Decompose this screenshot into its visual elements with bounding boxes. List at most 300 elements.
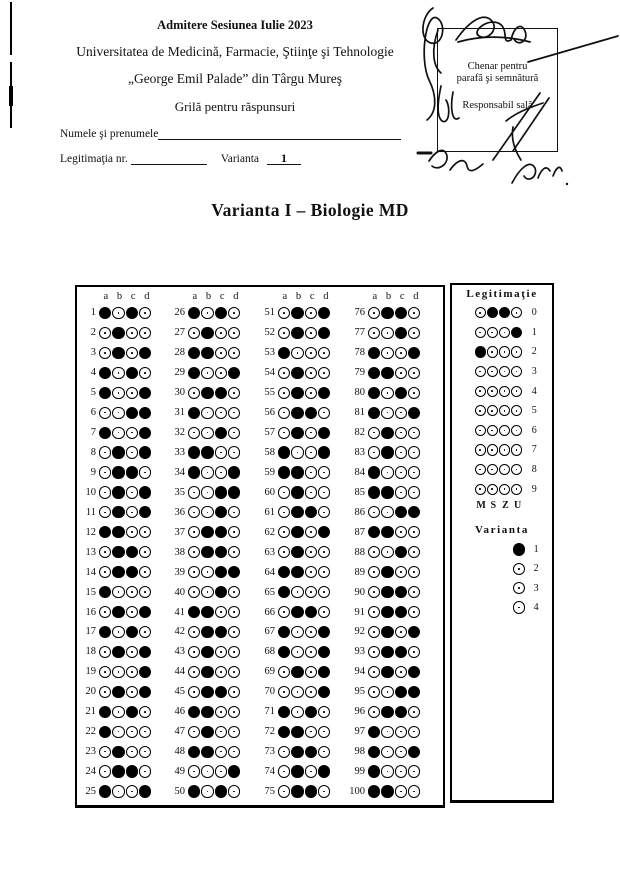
- answer-bubble[interactable]: [188, 506, 200, 518]
- answer-bubble[interactable]: [188, 765, 200, 777]
- answer-bubble[interactable]: [305, 586, 317, 598]
- answer-bubble[interactable]: [381, 347, 393, 359]
- answer-bubble[interactable]: [318, 427, 330, 439]
- answer-bubble[interactable]: [368, 427, 380, 439]
- answer-bubble[interactable]: [278, 367, 290, 379]
- answer-bubble[interactable]: [305, 506, 317, 518]
- answer-bubble[interactable]: [305, 387, 317, 399]
- answer-bubble[interactable]: [318, 606, 330, 618]
- answer-bubble[interactable]: [318, 506, 330, 518]
- answer-bubble[interactable]: [278, 785, 290, 797]
- answer-bubble[interactable]: [99, 327, 111, 339]
- varianta-bubble[interactable]: [513, 582, 526, 595]
- answer-bubble[interactable]: [139, 327, 151, 339]
- answer-bubble[interactable]: [408, 367, 420, 379]
- answer-bubble[interactable]: [99, 746, 111, 758]
- answer-bubble[interactable]: [395, 686, 407, 698]
- answer-bubble[interactable]: [291, 427, 303, 439]
- answer-bubble[interactable]: [291, 626, 303, 638]
- answer-bubble[interactable]: [291, 526, 303, 538]
- answer-bubble[interactable]: [188, 327, 200, 339]
- answer-bubble[interactable]: [318, 347, 330, 359]
- answer-bubble[interactable]: [291, 486, 303, 498]
- answer-bubble[interactable]: [228, 466, 240, 478]
- answer-bubble[interactable]: [381, 686, 393, 698]
- answer-bubble[interactable]: [228, 646, 240, 658]
- answer-bubble[interactable]: [112, 646, 124, 658]
- answer-bubble[interactable]: [112, 367, 124, 379]
- answer-bubble[interactable]: [368, 646, 380, 658]
- answer-bubble[interactable]: [188, 606, 200, 618]
- answer-bubble[interactable]: [228, 586, 240, 598]
- answer-bubble[interactable]: [368, 466, 380, 478]
- answer-bubble[interactable]: [368, 387, 380, 399]
- answer-bubble[interactable]: [215, 347, 227, 359]
- answer-bubble[interactable]: [139, 347, 151, 359]
- answer-bubble[interactable]: [228, 566, 240, 578]
- answer-bubble[interactable]: [368, 706, 380, 718]
- answer-bubble[interactable]: [381, 646, 393, 658]
- answer-bubble[interactable]: [139, 566, 151, 578]
- legitimatie-bubble[interactable]: [475, 307, 486, 318]
- answer-bubble[interactable]: [291, 506, 303, 518]
- answer-bubble[interactable]: [99, 586, 111, 598]
- answer-bubble[interactable]: [318, 546, 330, 558]
- answer-bubble[interactable]: [139, 626, 151, 638]
- answer-bubble[interactable]: [381, 526, 393, 538]
- answer-bubble[interactable]: [408, 486, 420, 498]
- answer-bubble[interactable]: [305, 327, 317, 339]
- answer-bubble[interactable]: [395, 706, 407, 718]
- answer-bubble[interactable]: [381, 307, 393, 319]
- answer-bubble[interactable]: [188, 785, 200, 797]
- answer-bubble[interactable]: [291, 785, 303, 797]
- answer-bubble[interactable]: [188, 546, 200, 558]
- answer-bubble[interactable]: [395, 726, 407, 738]
- answer-bubble[interactable]: [381, 407, 393, 419]
- answer-bubble[interactable]: [395, 347, 407, 359]
- answer-bubble[interactable]: [395, 546, 407, 558]
- legitimatie-bubble[interactable]: [475, 464, 486, 475]
- answer-bubble[interactable]: [126, 347, 138, 359]
- answer-bubble[interactable]: [201, 526, 213, 538]
- answer-bubble[interactable]: [381, 486, 393, 498]
- answer-bubble[interactable]: [215, 387, 227, 399]
- answer-bubble[interactable]: [318, 746, 330, 758]
- answer-bubble[interactable]: [126, 785, 138, 797]
- answer-bubble[interactable]: [291, 646, 303, 658]
- answer-bubble[interactable]: [305, 307, 317, 319]
- answer-bubble[interactable]: [368, 686, 380, 698]
- answer-bubble[interactable]: [291, 726, 303, 738]
- legitimatie-bubble[interactable]: [511, 464, 522, 475]
- answer-bubble[interactable]: [318, 307, 330, 319]
- answer-bubble[interactable]: [201, 765, 213, 777]
- answer-bubble[interactable]: [201, 427, 213, 439]
- answer-bubble[interactable]: [228, 486, 240, 498]
- answer-bubble[interactable]: [368, 506, 380, 518]
- answer-bubble[interactable]: [228, 327, 240, 339]
- answer-bubble[interactable]: [318, 387, 330, 399]
- answer-bubble[interactable]: [228, 706, 240, 718]
- answer-bubble[interactable]: [305, 446, 317, 458]
- answer-bubble[interactable]: [305, 407, 317, 419]
- answer-bubble[interactable]: [215, 446, 227, 458]
- answer-bubble[interactable]: [278, 387, 290, 399]
- answer-bubble[interactable]: [305, 666, 317, 678]
- answer-bubble[interactable]: [228, 506, 240, 518]
- answer-bubble[interactable]: [126, 466, 138, 478]
- answer-bubble[interactable]: [201, 307, 213, 319]
- answer-bubble[interactable]: [126, 606, 138, 618]
- answer-bubble[interactable]: [408, 606, 420, 618]
- answer-bubble[interactable]: [188, 626, 200, 638]
- answer-bubble[interactable]: [278, 586, 290, 598]
- answer-bubble[interactable]: [215, 526, 227, 538]
- answer-bubble[interactable]: [126, 407, 138, 419]
- answer-bubble[interactable]: [188, 686, 200, 698]
- legitimatia-input[interactable]: [131, 152, 207, 165]
- answer-bubble[interactable]: [381, 546, 393, 558]
- answer-bubble[interactable]: [201, 546, 213, 558]
- answer-bubble[interactable]: [112, 566, 124, 578]
- legitimatie-bubble[interactable]: [487, 405, 498, 416]
- answer-bubble[interactable]: [112, 466, 124, 478]
- answer-bubble[interactable]: [201, 586, 213, 598]
- answer-bubble[interactable]: [278, 506, 290, 518]
- answer-bubble[interactable]: [126, 526, 138, 538]
- answer-bubble[interactable]: [139, 526, 151, 538]
- answer-bubble[interactable]: [291, 446, 303, 458]
- answer-bubble[interactable]: [139, 506, 151, 518]
- answer-bubble[interactable]: [112, 546, 124, 558]
- answer-bubble[interactable]: [99, 427, 111, 439]
- answer-bubble[interactable]: [278, 307, 290, 319]
- answer-bubble[interactable]: [215, 726, 227, 738]
- answer-bubble[interactable]: [395, 646, 407, 658]
- answer-bubble[interactable]: [126, 427, 138, 439]
- legitimatie-bubble[interactable]: [511, 425, 522, 436]
- answer-bubble[interactable]: [368, 526, 380, 538]
- answer-bubble[interactable]: [215, 427, 227, 439]
- answer-bubble[interactable]: [215, 686, 227, 698]
- answer-bubble[interactable]: [112, 506, 124, 518]
- answer-bubble[interactable]: [368, 486, 380, 498]
- answer-bubble[interactable]: [201, 367, 213, 379]
- answer-bubble[interactable]: [318, 686, 330, 698]
- answer-bubble[interactable]: [318, 666, 330, 678]
- answer-bubble[interactable]: [408, 466, 420, 478]
- answer-bubble[interactable]: [112, 347, 124, 359]
- answer-bubble[interactable]: [318, 367, 330, 379]
- answer-bubble[interactable]: [408, 666, 420, 678]
- answer-bubble[interactable]: [215, 307, 227, 319]
- answer-bubble[interactable]: [395, 486, 407, 498]
- answer-bubble[interactable]: [99, 506, 111, 518]
- answer-bubble[interactable]: [139, 746, 151, 758]
- answer-bubble[interactable]: [215, 646, 227, 658]
- answer-bubble[interactable]: [291, 387, 303, 399]
- answer-bubble[interactable]: [408, 347, 420, 359]
- legitimatie-bubble[interactable]: [475, 346, 486, 357]
- answer-bubble[interactable]: [395, 626, 407, 638]
- answer-bubble[interactable]: [395, 427, 407, 439]
- answer-bubble[interactable]: [381, 367, 393, 379]
- answer-bubble[interactable]: [215, 666, 227, 678]
- answer-bubble[interactable]: [201, 407, 213, 419]
- answer-bubble[interactable]: [395, 407, 407, 419]
- answer-bubble[interactable]: [99, 387, 111, 399]
- answer-bubble[interactable]: [408, 446, 420, 458]
- answer-bubble[interactable]: [215, 785, 227, 797]
- answer-bubble[interactable]: [139, 427, 151, 439]
- answer-bubble[interactable]: [126, 446, 138, 458]
- answer-bubble[interactable]: [126, 367, 138, 379]
- answer-bubble[interactable]: [99, 486, 111, 498]
- answer-bubble[interactable]: [215, 546, 227, 558]
- answer-bubble[interactable]: [139, 307, 151, 319]
- answer-bubble[interactable]: [305, 626, 317, 638]
- answer-bubble[interactable]: [408, 586, 420, 598]
- answer-bubble[interactable]: [318, 446, 330, 458]
- answer-bubble[interactable]: [201, 746, 213, 758]
- answer-bubble[interactable]: [408, 327, 420, 339]
- legitimatie-bubble[interactable]: [511, 405, 522, 416]
- answer-bubble[interactable]: [215, 586, 227, 598]
- answer-bubble[interactable]: [368, 446, 380, 458]
- legitimatie-bubble[interactable]: [499, 464, 510, 475]
- legitimatie-bubble[interactable]: [499, 366, 510, 377]
- varianta-bubble[interactable]: [513, 563, 526, 576]
- answer-bubble[interactable]: [305, 566, 317, 578]
- answer-bubble[interactable]: [278, 486, 290, 498]
- answer-bubble[interactable]: [305, 427, 317, 439]
- answer-bubble[interactable]: [228, 765, 240, 777]
- answer-bubble[interactable]: [99, 347, 111, 359]
- answer-bubble[interactable]: [305, 746, 317, 758]
- answer-bubble[interactable]: [278, 566, 290, 578]
- answer-bubble[interactable]: [395, 566, 407, 578]
- answer-bubble[interactable]: [126, 546, 138, 558]
- legitimatie-bubble[interactable]: [475, 444, 486, 455]
- legitimatie-bubble[interactable]: [511, 444, 522, 455]
- answer-bubble[interactable]: [278, 327, 290, 339]
- legitimatie-bubble[interactable]: [499, 405, 510, 416]
- answer-bubble[interactable]: [318, 327, 330, 339]
- answer-bubble[interactable]: [291, 686, 303, 698]
- answer-bubble[interactable]: [368, 746, 380, 758]
- answer-bubble[interactable]: [99, 566, 111, 578]
- answer-bubble[interactable]: [278, 606, 290, 618]
- answer-bubble[interactable]: [201, 666, 213, 678]
- answer-bubble[interactable]: [228, 726, 240, 738]
- answer-bubble[interactable]: [139, 466, 151, 478]
- answer-bubble[interactable]: [139, 726, 151, 738]
- answer-bubble[interactable]: [408, 765, 420, 777]
- answer-bubble[interactable]: [278, 706, 290, 718]
- answer-bubble[interactable]: [139, 646, 151, 658]
- answer-bubble[interactable]: [278, 726, 290, 738]
- answer-bubble[interactable]: [305, 367, 317, 379]
- answer-bubble[interactable]: [126, 307, 138, 319]
- answer-bubble[interactable]: [318, 765, 330, 777]
- answer-bubble[interactable]: [201, 506, 213, 518]
- answer-bubble[interactable]: [99, 407, 111, 419]
- answer-bubble[interactable]: [188, 387, 200, 399]
- answer-bubble[interactable]: [112, 427, 124, 439]
- answer-bubble[interactable]: [126, 626, 138, 638]
- answer-bubble[interactable]: [201, 486, 213, 498]
- answer-bubble[interactable]: [99, 765, 111, 777]
- answer-bubble[interactable]: [305, 347, 317, 359]
- answer-bubble[interactable]: [188, 526, 200, 538]
- answer-bubble[interactable]: [188, 646, 200, 658]
- answer-bubble[interactable]: [368, 347, 380, 359]
- answer-bubble[interactable]: [318, 646, 330, 658]
- answer-bubble[interactable]: [368, 586, 380, 598]
- legitimatie-bubble[interactable]: [487, 327, 498, 338]
- legitimatie-bubble[interactable]: [487, 464, 498, 475]
- answer-bubble[interactable]: [139, 486, 151, 498]
- answer-bubble[interactable]: [368, 327, 380, 339]
- legitimatie-bubble[interactable]: [499, 386, 510, 397]
- answer-bubble[interactable]: [305, 526, 317, 538]
- answer-bubble[interactable]: [99, 546, 111, 558]
- answer-bubble[interactable]: [381, 466, 393, 478]
- answer-bubble[interactable]: [305, 646, 317, 658]
- answer-bubble[interactable]: [291, 546, 303, 558]
- answer-bubble[interactable]: [381, 427, 393, 439]
- answer-bubble[interactable]: [395, 586, 407, 598]
- answer-bubble[interactable]: [188, 706, 200, 718]
- answer-bubble[interactable]: [368, 407, 380, 419]
- answer-bubble[interactable]: [126, 506, 138, 518]
- answer-bubble[interactable]: [278, 746, 290, 758]
- answer-bubble[interactable]: [228, 347, 240, 359]
- answer-bubble[interactable]: [381, 765, 393, 777]
- answer-bubble[interactable]: [381, 726, 393, 738]
- answer-bubble[interactable]: [126, 646, 138, 658]
- answer-bubble[interactable]: [139, 765, 151, 777]
- answer-bubble[interactable]: [305, 546, 317, 558]
- answer-bubble[interactable]: [201, 646, 213, 658]
- answer-bubble[interactable]: [112, 626, 124, 638]
- answer-bubble[interactable]: [215, 327, 227, 339]
- answer-bubble[interactable]: [126, 586, 138, 598]
- answer-bubble[interactable]: [215, 566, 227, 578]
- answer-bubble[interactable]: [305, 726, 317, 738]
- name-input[interactable]: [158, 127, 401, 140]
- answer-bubble[interactable]: [188, 566, 200, 578]
- answer-bubble[interactable]: [368, 606, 380, 618]
- answer-bubble[interactable]: [228, 746, 240, 758]
- legitimatie-bubble[interactable]: [475, 386, 486, 397]
- answer-bubble[interactable]: [99, 726, 111, 738]
- answer-bubble[interactable]: [318, 407, 330, 419]
- answer-bubble[interactable]: [215, 407, 227, 419]
- answer-bubble[interactable]: [126, 765, 138, 777]
- answer-bubble[interactable]: [99, 446, 111, 458]
- answer-bubble[interactable]: [381, 706, 393, 718]
- answer-bubble[interactable]: [278, 427, 290, 439]
- answer-bubble[interactable]: [99, 307, 111, 319]
- answer-bubble[interactable]: [228, 686, 240, 698]
- varianta-bubble[interactable]: [513, 601, 526, 614]
- answer-bubble[interactable]: [395, 307, 407, 319]
- answer-bubble[interactable]: [188, 427, 200, 439]
- answer-bubble[interactable]: [305, 765, 317, 777]
- answer-bubble[interactable]: [99, 526, 111, 538]
- answer-bubble[interactable]: [395, 327, 407, 339]
- answer-bubble[interactable]: [408, 686, 420, 698]
- answer-bubble[interactable]: [278, 546, 290, 558]
- answer-bubble[interactable]: [201, 726, 213, 738]
- legitimatie-bubble[interactable]: [487, 346, 498, 357]
- answer-bubble[interactable]: [278, 646, 290, 658]
- answer-bubble[interactable]: [112, 785, 124, 797]
- answer-bubble[interactable]: [408, 626, 420, 638]
- answer-bubble[interactable]: [291, 586, 303, 598]
- answer-bubble[interactable]: [305, 606, 317, 618]
- answer-bubble[interactable]: [278, 466, 290, 478]
- answer-bubble[interactable]: [99, 706, 111, 718]
- answer-bubble[interactable]: [278, 765, 290, 777]
- answer-bubble[interactable]: [99, 785, 111, 797]
- answer-bubble[interactable]: [291, 307, 303, 319]
- answer-bubble[interactable]: [395, 387, 407, 399]
- answer-bubble[interactable]: [278, 347, 290, 359]
- answer-bubble[interactable]: [112, 586, 124, 598]
- legitimatie-bubble[interactable]: [511, 366, 522, 377]
- legitimatie-bubble[interactable]: [511, 386, 522, 397]
- answer-bubble[interactable]: [201, 686, 213, 698]
- legitimatie-bubble[interactable]: [475, 405, 486, 416]
- answer-bubble[interactable]: [291, 327, 303, 339]
- answer-bubble[interactable]: [368, 626, 380, 638]
- answer-bubble[interactable]: [408, 526, 420, 538]
- answer-bubble[interactable]: [126, 566, 138, 578]
- answer-bubble[interactable]: [368, 367, 380, 379]
- answer-bubble[interactable]: [215, 506, 227, 518]
- answer-bubble[interactable]: [291, 466, 303, 478]
- answer-bubble[interactable]: [291, 566, 303, 578]
- answer-bubble[interactable]: [99, 626, 111, 638]
- legitimatie-bubble[interactable]: [487, 386, 498, 397]
- answer-bubble[interactable]: [395, 765, 407, 777]
- answer-bubble[interactable]: [188, 347, 200, 359]
- answer-bubble[interactable]: [291, 606, 303, 618]
- answer-bubble[interactable]: [368, 726, 380, 738]
- answer-bubble[interactable]: [381, 626, 393, 638]
- answer-bubble[interactable]: [381, 327, 393, 339]
- answer-bubble[interactable]: [215, 367, 227, 379]
- answer-bubble[interactable]: [188, 746, 200, 758]
- answer-bubble[interactable]: [278, 626, 290, 638]
- answer-bubble[interactable]: [139, 785, 151, 797]
- answer-bubble[interactable]: [381, 785, 393, 797]
- answer-bubble[interactable]: [126, 746, 138, 758]
- answer-bubble[interactable]: [215, 626, 227, 638]
- varianta-bubble[interactable]: [513, 543, 526, 556]
- answer-bubble[interactable]: [368, 666, 380, 678]
- legitimatie-bubble[interactable]: [499, 425, 510, 436]
- answer-bubble[interactable]: [291, 765, 303, 777]
- answer-bubble[interactable]: [188, 446, 200, 458]
- answer-bubble[interactable]: [291, 407, 303, 419]
- answer-bubble[interactable]: [408, 646, 420, 658]
- legitimatie-bubble[interactable]: [499, 327, 510, 338]
- answer-bubble[interactable]: [381, 566, 393, 578]
